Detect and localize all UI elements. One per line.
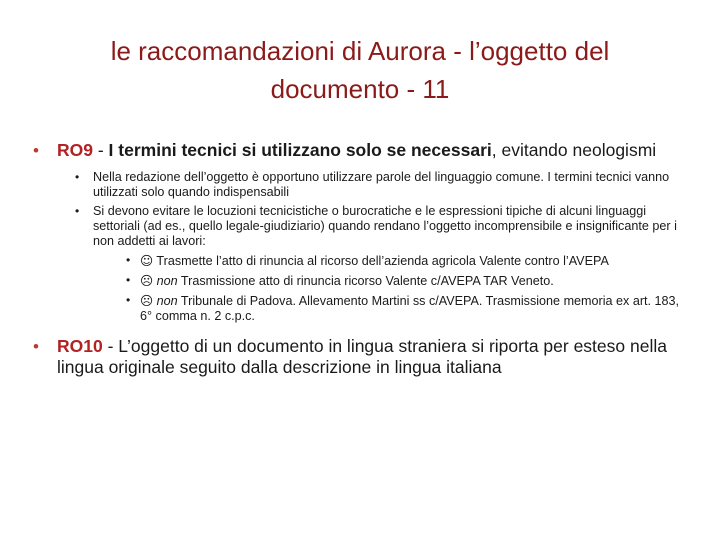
title-line-2: documento - 11 xyxy=(270,74,450,104)
bullet-dot-icon: • xyxy=(126,253,131,267)
rule-text: L’oggetto di un documento in lingua straniera si riporta per esteso nella lingua originale seguito dalla descrizione in lingua italiana xyxy=(57,336,667,377)
bullet-ro10 xyxy=(30,336,690,378)
ro9-sub-list xyxy=(30,170,690,324)
bullet-dot-icon: • xyxy=(126,273,131,287)
rule-separator: - xyxy=(102,336,119,356)
bullet-dot-icon: • xyxy=(126,293,131,307)
bullet-dot-icon: • xyxy=(33,337,39,356)
example-negation: non xyxy=(156,274,178,288)
rule-separator: - xyxy=(92,140,109,160)
sub-bullet-text: Nella redazione dell’oggetto è opportuno utilizzare parole del linguaggio comune. I termini tecnici vanno utilizzati solo quando indispensabili xyxy=(93,170,670,199)
bullet-ro9 xyxy=(30,140,690,161)
smiley-face-icon: ☺ xyxy=(140,253,154,268)
example-text: Trasmissione atto di rinuncia ricorso Valente c/AVEPA TAR Veneto. xyxy=(177,274,554,288)
example-item xyxy=(30,293,690,324)
rule-code: RO10 xyxy=(57,336,103,356)
rule-text: , evitando neologismi xyxy=(491,140,657,160)
example-negation: non xyxy=(156,294,178,308)
bullet-dot-icon: • xyxy=(33,141,39,160)
frowning-face-icon: ☹ xyxy=(140,293,154,308)
example-text: Tribunale di Padova. Allevamento Martini ss c/AVEPA. Trasmissione memoria ex art. 183, 6° comma n. 2 c.p.c. xyxy=(140,294,680,323)
frowning-face-icon: ☹ xyxy=(140,273,154,288)
rule-code: RO9 xyxy=(57,140,93,160)
example-item xyxy=(30,273,690,289)
sub-bullet xyxy=(30,204,690,249)
sub-bullet xyxy=(30,170,690,200)
rule-bold-text: I termini tecnici si utilizzano solo se necessari xyxy=(108,140,492,160)
example-text: Trasmette l’atto di rinuncia al ricorso dell’azienda agricola Valente contro l’AVEPA xyxy=(156,254,609,268)
example-item xyxy=(30,253,690,269)
bullet-dot-icon: • xyxy=(75,170,80,184)
title-line-1: le raccomandazioni di Aurora - l’oggetto del xyxy=(110,36,610,66)
slide-title xyxy=(40,32,680,108)
sub-bullet-text: Si devono evitare le locuzioni tecnicistiche o burocratiche e le espressioni tipiche di alcuni linguaggi settoriali (ad es., quello legale-giudiziario) quando rendano l’oggetto incomprensibile e insignificante per i non addetti ai lavori: xyxy=(93,204,677,248)
slide-content xyxy=(30,140,690,378)
bullet-dot-icon: • xyxy=(75,204,80,218)
